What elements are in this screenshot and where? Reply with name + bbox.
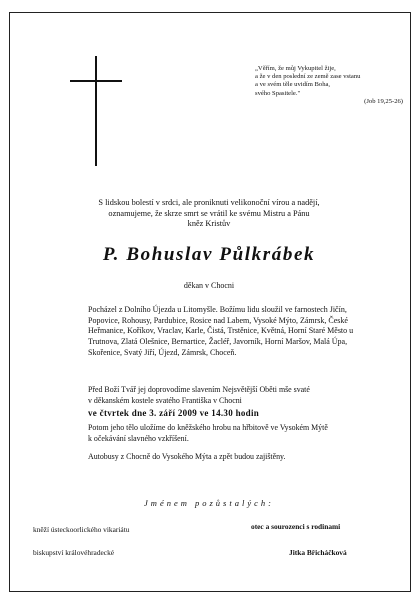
verse-line: „Věřím, že můj Vykupitel žije, [255,65,336,72]
signatory-vicariate: kněží ústeckoorlického vikariátu [33,525,130,534]
deceased-name: P. Bohuslav Půlkrábek [102,244,316,265]
biography-line: Skořenice, Svatý Jiří, Újezd, Zámrsk, Choceň. [88,347,237,357]
burial-info [88,423,398,444]
cross-vertical-beam [95,56,97,166]
on-behalf-heading: Jménem pozůstalých: [144,498,274,508]
signatory-bishopric: biskupství královéhradecké [33,548,115,557]
service-line: v děkanském kostele svatého Františka v Chocni [88,395,242,405]
announcement-intro [20,198,398,230]
signatory-person: Jitka Břicháčková [289,548,347,557]
signatory-family: otec a sourozenci s rodinami [251,522,341,531]
bus-info: Autobusy z Chocně do Vysokého Mýta a zpět budou zajištěny. [88,452,286,461]
cross-icon [70,56,122,166]
burial-line: Potom jeho tělo uložíme do kněžského hrobu na hřbitově ve Vysokém Mýtě [88,423,328,432]
biography-line: Heřmanice, Koříkov, Vraclav, Karle, Čistá, Trstěnice, Květná, Horní Staré Město u [88,326,354,336]
biography [88,305,398,359]
verse-line: a že v den poslední ze země zase vstanu [255,73,361,81]
funeral-date: ve čtvrtek dne 3. září 2009 ve 14.30 hodin [88,408,260,418]
intro-line: S lidskou bolestí v srdci, ale proniknuti velikonoční vírou a nadějí, [98,198,320,207]
cross-horizontal-beam [70,80,122,82]
service-line: Před Boží Tvář jej doprovodíme slavením Nejsvětější Oběti mše svaté [88,385,310,394]
burial-line: k očekávání slavného vzkříšení. [88,433,189,443]
funeral-service [88,385,398,406]
bible-verse [255,65,403,106]
biography-line: Trutnova, Zlatá Olešnice, Bernartice, Žacléř, Javorník, Horní Maršov, Malá Úpa, [88,337,348,347]
intro-line: kněz Kristův [187,219,231,229]
biography-line: Pocházel z Dolního Újezda u Litomyšle. Božímu lidu sloužil ve farnostech Jičín, [88,305,347,314]
biography-line: Popovice, Rohousy, Pardubice, Rosice nad Labem, Vysoké Mýto, Zámrsk, České [88,315,348,325]
deceased-title: děkan v Chocni [183,281,235,290]
verse-reference: (Job 19,25-26) [364,97,403,105]
intro-line: oznamujeme, že skrze smrt se vrátil ke svému Mistru a Pánu [108,208,310,218]
verse-line: svého Spasitele." [255,89,301,97]
verse-line: a ve svém těle uvidím Boha, [255,81,331,89]
